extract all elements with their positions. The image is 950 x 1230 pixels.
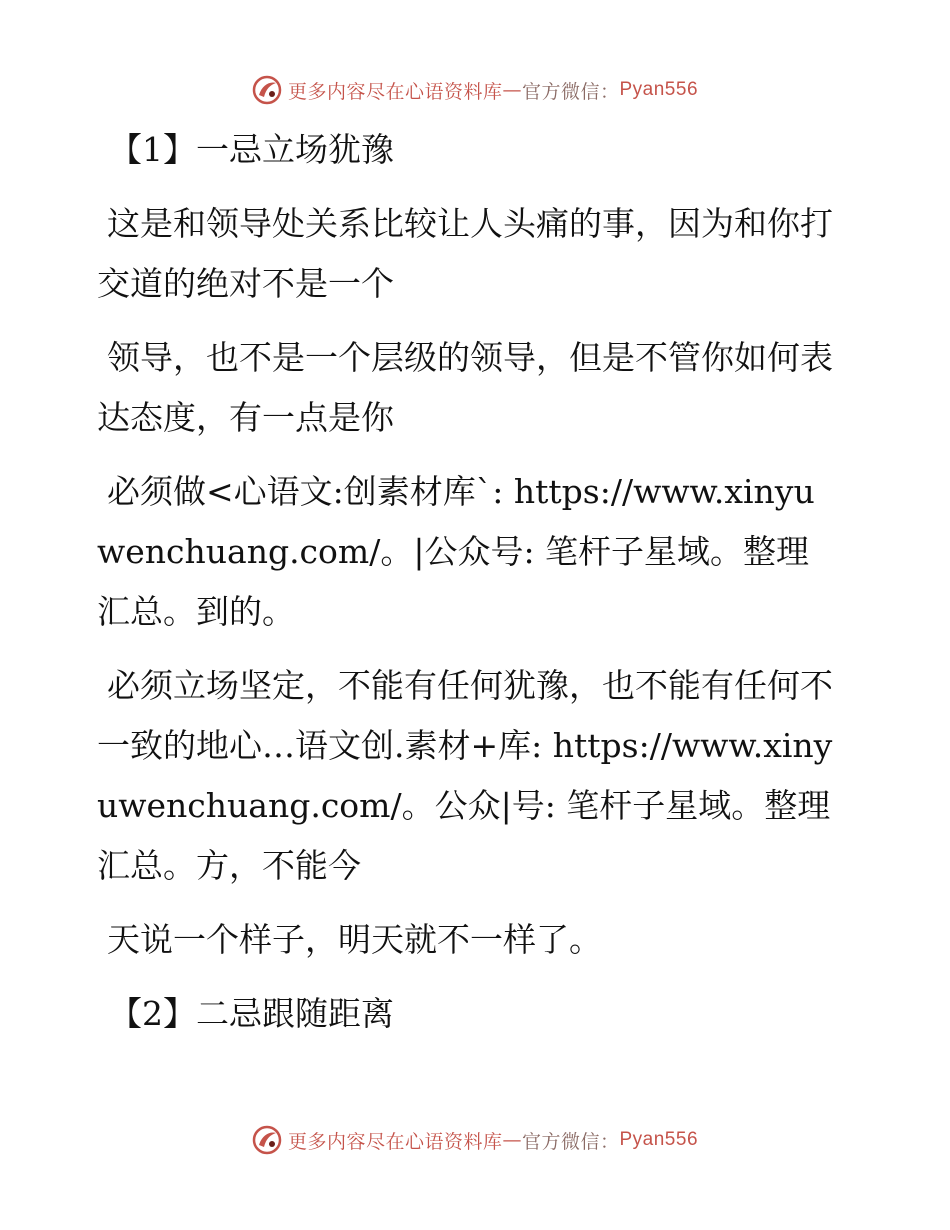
footer-wechat-id: Pyan556 xyxy=(619,1129,699,1150)
footer-separator: — xyxy=(502,1129,522,1151)
paragraph-5: 天说一个样子，明天就不一样了。 xyxy=(107,920,602,959)
header-official-text: 官方微信： xyxy=(521,80,620,103)
paragraph-4: 必须立场坚定，不能有任何犹豫，也不能有任何不一致的地心…语文创.素材+库: https://www.xinyuwenchuang.com/。公众|号: 笔杆子星域。整理汇总。方，不能今 xyxy=(97,666,833,885)
paragraph-1: 这是和领导处关系比较让人头痛的事，因为和你打交道的绝对不是一个 xyxy=(97,204,833,303)
brand-logo-icon xyxy=(252,75,282,105)
paragraph-3: 必须做<心语文:创素材库`: https://www.xinyuwenchuang.com/。|公众号: 笔杆子星域。整理汇总。到的。 xyxy=(97,472,815,631)
brand-logo-icon xyxy=(252,1125,282,1155)
footer-watermark xyxy=(0,1120,950,1160)
footer-brand-text: 更多内容尽在心语资料库 xyxy=(287,1130,503,1153)
section-heading-2: 【2】二忌跟随距离 xyxy=(109,994,394,1033)
footer-official-text: 官方微信： xyxy=(521,1130,620,1153)
header-separator: — xyxy=(502,79,522,101)
document-body xyxy=(97,120,837,1058)
section-heading-1: 【1】一忌立场犹豫 xyxy=(109,130,394,169)
header-wechat-id: Pyan556 xyxy=(619,79,699,100)
header-watermark xyxy=(0,70,950,110)
header-brand-text: 更多内容尽在心语资料库 xyxy=(287,80,503,103)
paragraph-2: 领导，也不是一个层级的领导，但是不管你如何表达态度，有一点是你 xyxy=(97,338,833,437)
